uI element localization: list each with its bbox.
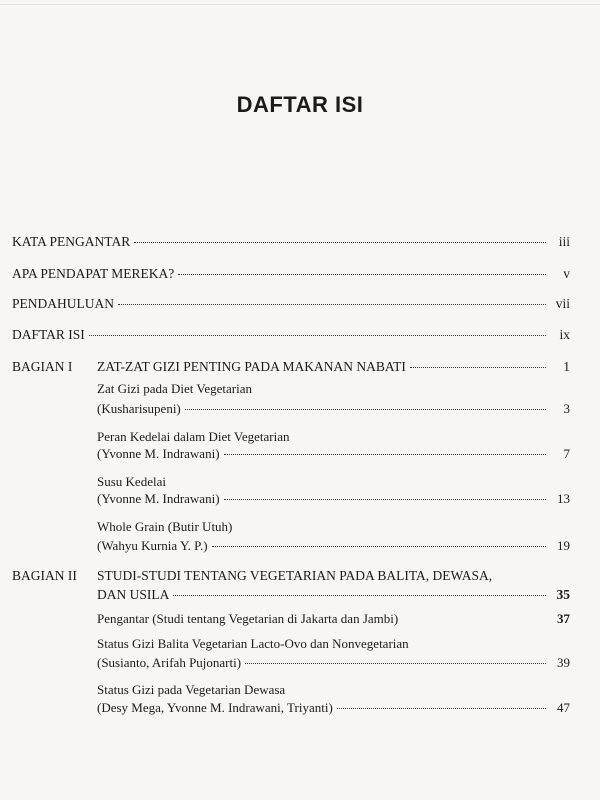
toc-entry-daftar-isi[interactable]: [12, 327, 570, 343]
chapter-author: (Desy Mega, Yvonne M. Indrawani, Triyanti): [97, 700, 333, 715]
dot-leader: [118, 304, 546, 305]
chapter-author: (Wahyu Kurnia Y. P.): [97, 538, 208, 553]
section-title-line-1[interactable]: STUDI-STUDI TENTANG VEGETARIAN PADA BALITA, DEWASA,: [97, 568, 493, 583]
section-title-line-2: DAN USILA: [97, 587, 170, 602]
chapter-title[interactable]: Zat Gizi pada Diet Vegetarian: [97, 381, 252, 396]
toc-page-number: 3: [563, 401, 570, 416]
dot-leader: [337, 708, 546, 709]
toc-entry-label: APA PENDAPAT MEREKA?: [12, 266, 175, 281]
dot-leader: [224, 499, 546, 500]
chapter-author: (Kusharisupeni): [97, 401, 181, 416]
chapter-entry-pengantar[interactable]: [97, 611, 570, 627]
toc-entry-pendahuluan[interactable]: [12, 296, 570, 312]
section-label-bagian-1: BAGIAN I: [12, 359, 73, 374]
toc-page-number: 39: [557, 655, 570, 670]
chapter-author-line: [97, 700, 570, 716]
toc-entry-label: DAFTAR ISI: [12, 327, 85, 342]
section-title-bagian-1[interactable]: [97, 359, 570, 375]
toc-entry-kata-pengantar[interactable]: [12, 234, 570, 250]
dot-leader: [173, 595, 546, 596]
section-title: ZAT-ZAT GIZI PENTING PADA MAKANAN NABATI: [97, 359, 406, 374]
chapter-title: Pengantar (Studi tentang Vegetarian di Jakarta dan Jambi): [97, 611, 399, 626]
chapter-title[interactable]: Status Gizi Balita Vegetarian Lacto-Ovo dan Nonvegetarian: [97, 636, 409, 651]
toc-entry-apa-pendapat-mereka[interactable]: [12, 266, 570, 282]
chapter-author-line: [97, 491, 570, 507]
chapter-author-line: [97, 538, 570, 554]
toc-page-number: vii: [555, 296, 570, 311]
dot-leader: [224, 454, 546, 455]
chapter-author-line: [97, 446, 570, 462]
chapter-author-line: [97, 655, 570, 671]
toc-entry-label: PENDAHULUAN: [12, 296, 114, 311]
chapter-title[interactable]: Peran Kedelai dalam Diet Vegetarian: [97, 429, 290, 444]
dot-leader: [185, 409, 546, 410]
dot-leader: [89, 335, 546, 336]
page-title: DAFTAR ISI: [236, 92, 364, 117]
dot-leader: [178, 274, 546, 275]
chapter-author: (Yvonne M. Indrawani): [97, 446, 220, 461]
dot-leader: [402, 619, 546, 620]
toc-page-number: ix: [559, 327, 570, 342]
scan-edge: [0, 4, 600, 5]
chapter-title[interactable]: Whole Grain (Butir Utuh): [97, 519, 233, 534]
toc-entry-label: KATA PENGANTAR: [12, 234, 131, 249]
chapter-title[interactable]: Status Gizi pada Vegetarian Dewasa: [97, 682, 286, 697]
toc-page-number: 47: [557, 700, 570, 715]
toc-page-number: 13: [557, 491, 570, 506]
chapter-author-line: [97, 401, 570, 417]
dot-leader: [410, 367, 546, 368]
toc-page-number: 35: [556, 587, 570, 602]
section-title-bagian-2[interactable]: [97, 587, 570, 603]
dot-leader: [245, 663, 546, 664]
dot-leader: [134, 242, 546, 243]
chapter-author: (Susianto, Arifah Pujonarti): [97, 655, 242, 670]
dot-leader: [212, 546, 546, 547]
chapter-author: (Yvonne M. Indrawani): [97, 491, 220, 506]
toc-page-number: 19: [557, 538, 570, 553]
section-label-bagian-2: BAGIAN II: [12, 568, 77, 583]
toc-page-number: iii: [558, 234, 570, 249]
toc-page-number: 1: [563, 359, 570, 374]
toc-page-number: v: [563, 266, 570, 281]
toc-page-number: 37: [557, 611, 570, 626]
toc-page-number: 7: [563, 446, 570, 461]
chapter-title[interactable]: Susu Kedelai: [97, 474, 166, 489]
